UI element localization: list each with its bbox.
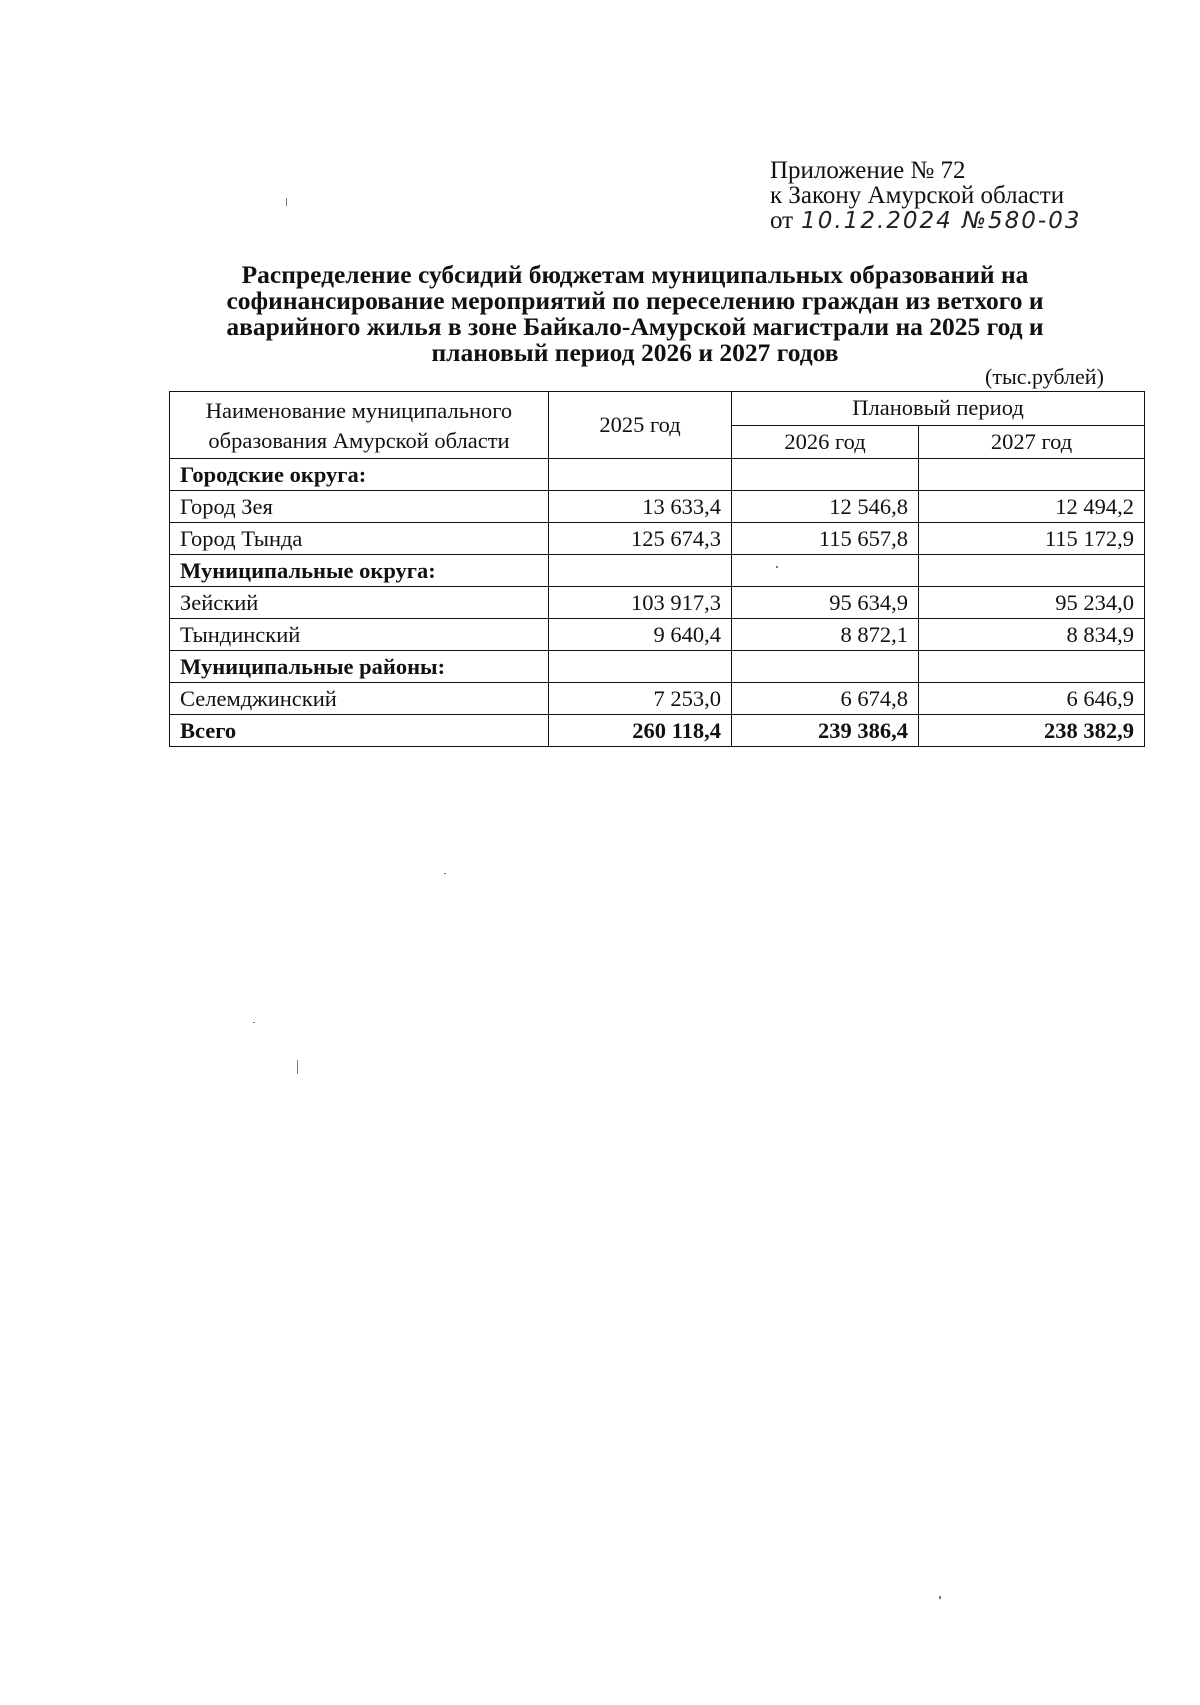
cell-2025 — [549, 651, 732, 683]
appendix-reference — [770, 158, 1082, 234]
table-row — [170, 587, 1145, 619]
cell-2025: 103 917,3 — [549, 587, 732, 619]
appendix-number: Приложение № 72 — [770, 157, 966, 184]
table-row — [170, 683, 1145, 715]
row-label: Город Тында — [170, 523, 549, 555]
cell-2027 — [919, 555, 1145, 587]
header-2026: 2026 год — [732, 425, 919, 459]
title-line-2: софинансирование мероприятий по переселению граждан из ветхого и — [226, 286, 1044, 315]
header-municipality: Наименование муниципального образования Амурской области — [170, 392, 549, 459]
cell-2026: 6 674,8 — [732, 683, 919, 715]
table-section-row — [170, 459, 1145, 491]
cell-2025 — [549, 555, 732, 587]
row-label: Всего — [170, 715, 549, 747]
cell-2026: 12 546,8 — [732, 491, 919, 523]
row-label: Город Зея — [170, 491, 549, 523]
cell-2027 — [919, 651, 1145, 683]
row-label: Муниципальные районы: — [170, 651, 549, 683]
cell-2027: 238 382,9 — [919, 715, 1145, 747]
row-label: Селемджинский — [170, 683, 549, 715]
appendix-date-prefix: от — [770, 207, 794, 234]
row-label: Городские округа: — [170, 459, 549, 491]
appendix-date-line — [770, 208, 1082, 234]
unit-label: (тыс.рублей) — [985, 364, 1104, 389]
title-line-3: аварийного жилья в зоне Байкало-Амурской магистрали на 2025 год и — [226, 312, 1044, 341]
row-label: Зейский — [170, 587, 549, 619]
table-header — [170, 392, 1145, 459]
cell-2027: 115 172,9 — [919, 523, 1145, 555]
cell-2025 — [549, 459, 732, 491]
cell-2025: 260 118,4 — [549, 715, 732, 747]
cell-2025: 7 253,0 — [549, 683, 732, 715]
cell-2027: 8 834,9 — [919, 619, 1145, 651]
title-line-1: Распределение субсидий бюджетам муниципальных образований на — [241, 260, 1029, 289]
document-title — [170, 262, 1100, 366]
cell-2025: 13 633,4 — [549, 491, 732, 523]
table-total-row — [170, 715, 1145, 747]
table-row — [170, 491, 1145, 523]
header-2025: 2025 год — [549, 392, 732, 459]
cell-2025: 9 640,4 — [549, 619, 732, 651]
cell-2026: 239 386,4 — [732, 715, 919, 747]
cell-2026: 95 634,9 — [732, 587, 919, 619]
table-section-row — [170, 651, 1145, 683]
table-row — [170, 619, 1145, 651]
subsidy-table — [169, 391, 1145, 747]
cell-2027: 95 234,0 — [919, 587, 1145, 619]
header-planned-period: Плановый период — [732, 392, 1145, 426]
cell-2026: 8 872,1 — [732, 619, 919, 651]
row-label: Тындинский — [170, 619, 549, 651]
table-row — [170, 523, 1145, 555]
cell-2027: 6 646,9 — [919, 683, 1145, 715]
cell-2027 — [919, 459, 1145, 491]
title-line-4: плановый период 2026 и 2027 годов — [431, 338, 839, 367]
cell-2025: 125 674,3 — [549, 523, 732, 555]
header-2027: 2027 год — [919, 425, 1145, 459]
table-section-row — [170, 555, 1145, 587]
cell-2026 — [732, 651, 919, 683]
cell-2027: 12 494,2 — [919, 491, 1145, 523]
cell-2026: 115 657,8 — [732, 523, 919, 555]
handwritten-date-number: 10.12.2024 №580-03 — [801, 208, 1082, 234]
table-body — [170, 459, 1145, 747]
appendix-law: к Закону Амурской области — [770, 182, 1065, 209]
row-label: Муниципальные округа: — [170, 555, 549, 587]
cell-2026 — [732, 555, 919, 587]
cell-2026 — [732, 459, 919, 491]
